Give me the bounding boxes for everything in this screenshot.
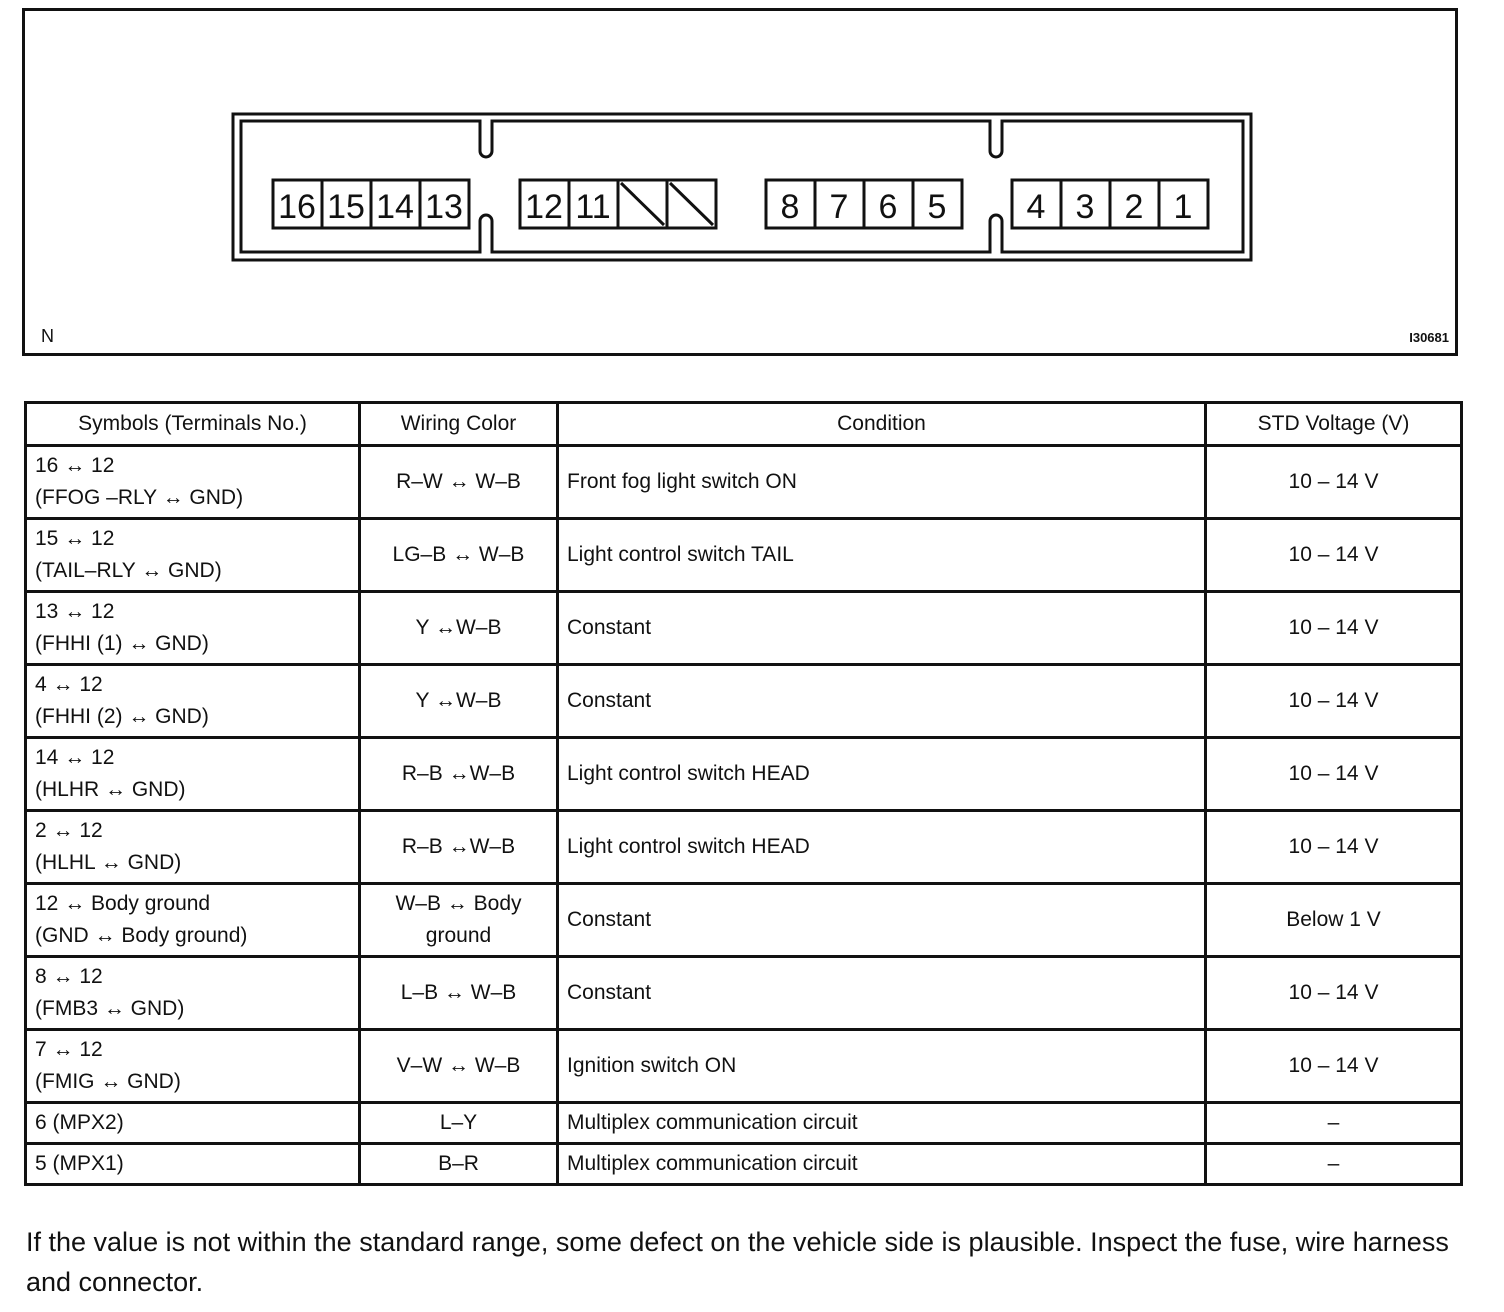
condition-cell: Front fog light switch ON — [558, 446, 1206, 519]
condition-cell: Multiplex communication circuit — [558, 1144, 1206, 1185]
voltage-cell: 10 – 14 V — [1206, 592, 1462, 665]
voltage-cell: 10 – 14 V — [1206, 738, 1462, 811]
wiring-color-cell: W–B ↔ Body ground — [360, 884, 558, 957]
wiring-color-cell: R–B ↔W–B — [360, 738, 558, 811]
symbols-cell — [26, 592, 360, 665]
pin-1: 1 — [1173, 188, 1193, 226]
view-label: N — [41, 326, 54, 346]
voltage-cell: – — [1206, 1103, 1462, 1144]
terminal-pair: 8 ↔ 12 — [35, 965, 103, 988]
symbols-cell — [26, 519, 360, 592]
table-row — [26, 1030, 1462, 1103]
voltage-cell: Below 1 V — [1206, 884, 1462, 957]
pin-15: 15 — [327, 188, 365, 226]
pin-11: 11 — [575, 188, 611, 226]
condition-cell: Constant — [558, 884, 1206, 957]
header-wiring-color: Wiring Color — [360, 403, 558, 446]
pin-6: 6 — [878, 188, 898, 226]
wiring-color-cell: Y ↔W–B — [360, 592, 558, 665]
pin-16: 16 — [278, 188, 316, 226]
terminal-pair: 4 ↔ 12 — [35, 673, 103, 696]
terminal-symbols: (HLHL ↔ GND) — [35, 851, 182, 874]
terminal-pair: 14 ↔ 12 — [35, 746, 115, 769]
pin-14: 14 — [376, 188, 414, 226]
table-row — [26, 884, 1462, 957]
pin-3: 3 — [1075, 188, 1095, 226]
table-row — [26, 665, 1462, 738]
condition-cell: Constant — [558, 665, 1206, 738]
pin-5: 5 — [927, 188, 947, 226]
wiring-color-cell: R–B ↔W–B — [360, 811, 558, 884]
terminal-symbols: (FFOG –RLY ↔ GND) — [35, 486, 244, 509]
voltage-cell: 10 – 14 V — [1206, 811, 1462, 884]
pin-4: 4 — [1026, 188, 1046, 226]
pin-2: 2 — [1124, 188, 1144, 226]
voltage-cell: – — [1206, 1144, 1462, 1185]
table-row — [26, 811, 1462, 884]
symbols-cell — [26, 884, 360, 957]
symbols-cell — [26, 957, 360, 1030]
condition-cell: Multiplex communication circuit — [558, 1103, 1206, 1144]
symbols-cell — [26, 665, 360, 738]
terminal-pair: 7 ↔ 12 — [35, 1038, 103, 1061]
terminal-symbols: (HLHR ↔ GND) — [35, 778, 186, 801]
header-symbols: Symbols (Terminals No.) — [26, 403, 360, 446]
table-row — [26, 1103, 1462, 1144]
voltage-spec-table — [24, 401, 1463, 1186]
wiring-color-cell: L–B ↔ W–B — [360, 957, 558, 1030]
pin-12: 12 — [525, 188, 563, 226]
voltage-cell: 10 – 14 V — [1206, 957, 1462, 1030]
wiring-color-cell: L–Y — [360, 1103, 558, 1144]
condition-cell: Ignition switch ON — [558, 1030, 1206, 1103]
condition-cell: Constant — [558, 592, 1206, 665]
voltage-cell: 10 – 14 V — [1206, 665, 1462, 738]
wiring-color-cell: V–W ↔ W–B — [360, 1030, 558, 1103]
terminal-symbols: (FHHI (2) ↔ GND) — [35, 705, 209, 728]
wiring-color-cell: LG–B ↔ W–B — [360, 519, 558, 592]
symbols-cell: 5 (MPX1) — [26, 1144, 360, 1185]
terminal-pair: 12 ↔ Body ground — [35, 892, 211, 915]
condition-cell: Light control switch HEAD — [558, 811, 1206, 884]
terminal-pair: 15 ↔ 12 — [35, 527, 115, 550]
table-row — [26, 1144, 1462, 1185]
table-row — [26, 592, 1462, 665]
terminal-symbols: (FMB3 ↔ GND) — [35, 997, 185, 1020]
symbols-cell — [26, 446, 360, 519]
wiring-color-cell: R–W ↔ W–B — [360, 446, 558, 519]
table-row — [26, 446, 1462, 519]
table-row — [26, 957, 1462, 1030]
symbols-cell — [26, 738, 360, 811]
figure-code: I30681 — [1409, 330, 1449, 345]
voltage-cell: 10 – 14 V — [1206, 1030, 1462, 1103]
pin-7: 7 — [829, 188, 849, 226]
voltage-cell: 10 – 14 V — [1206, 519, 1462, 592]
terminal-symbols: (GND ↔ Body ground) — [35, 924, 248, 947]
terminal-symbols: (FHHI (1) ↔ GND) — [35, 632, 209, 655]
condition-cell: Light control switch HEAD — [558, 738, 1206, 811]
terminal-pair: 16 ↔ 12 — [35, 454, 115, 477]
symbols-cell — [26, 811, 360, 884]
condition-cell: Light control switch TAIL — [558, 519, 1206, 592]
pin-13: 13 — [425, 188, 463, 226]
table-header-row — [26, 403, 1462, 446]
table-row — [26, 738, 1462, 811]
header-condition: Condition — [558, 403, 1206, 446]
inspection-note: If the value is not within the standard range, some defect on the vehicle side is plausible. Inspect the fuse, wire harness and connector. — [26, 1227, 1449, 1297]
condition-cell: Constant — [558, 957, 1206, 1030]
terminal-symbols: (FMIG ↔ GND) — [35, 1070, 181, 1093]
connector-drawing — [25, 11, 1455, 353]
symbols-cell — [26, 1030, 360, 1103]
voltage-cell: 10 – 14 V — [1206, 446, 1462, 519]
terminal-symbols: (TAIL–RLY ↔ GND) — [35, 559, 222, 582]
header-std-voltage: STD Voltage (V) — [1206, 403, 1462, 446]
terminal-pair: 13 ↔ 12 — [35, 600, 115, 623]
wiring-color-cell: Y ↔W–B — [360, 665, 558, 738]
wiring-color-cell: B–R — [360, 1144, 558, 1185]
symbols-cell: 6 (MPX2) — [26, 1103, 360, 1144]
pin-8: 8 — [780, 188, 800, 226]
connector-diagram — [22, 8, 1458, 356]
table-row — [26, 519, 1462, 592]
terminal-pair: 2 ↔ 12 — [35, 819, 103, 842]
